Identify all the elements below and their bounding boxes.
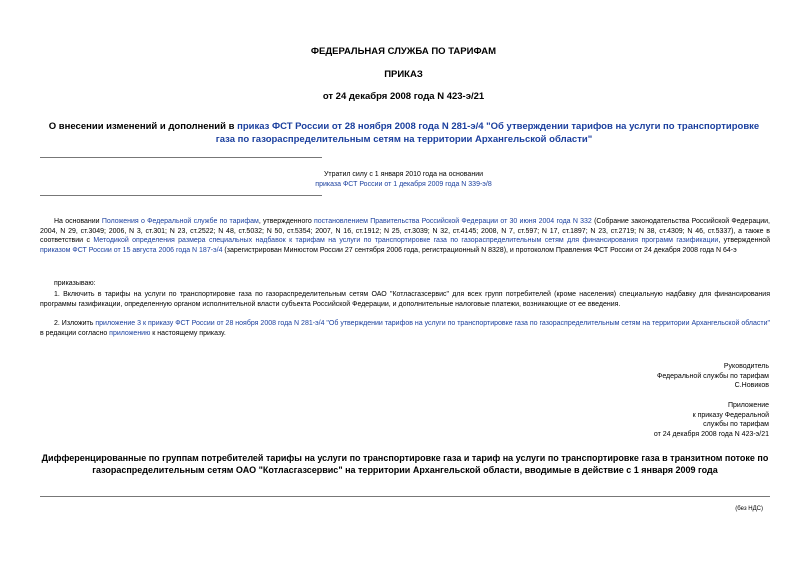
link-regulation-fst[interactable]: Положения о Федеральной службе по тарифам	[101, 218, 259, 225]
preamble-text-4: , утвержденной	[718, 237, 770, 245]
org-name: ФЕДЕРАЛЬНАЯ СЛУЖБА ПО ТАРИФАМ	[310, 46, 497, 57]
order-word: приказываю:	[54, 280, 96, 287]
link-methodology[interactable]: Методикой определения размера специальных надбавок к тарифам на услуги по транспортировке газа по газораспределительным сетям для финансирования программ газификации	[93, 237, 719, 245]
status-link-wrap	[0, 180, 807, 190]
link-government-decree-332[interactable]: постановлением Правительства Российской Федерации от 30 июня 2004 года N 332	[313, 218, 592, 225]
link-order-187[interactable]: приказом ФСТ России от 15 августа 2006 года N 187-э/4	[40, 246, 223, 254]
appendix-block	[654, 401, 769, 439]
doc-date-number: от 24 декабря 2008 года N 423-э/21	[322, 91, 485, 102]
signature-name: С.Новиков	[734, 382, 769, 390]
divider-bottom	[40, 195, 322, 196]
doc-title	[48, 120, 760, 146]
appendix-title: Дифференцированные по группам потребителей тарифы на услуги по транспортировке газа и тариф на услуги по транспортировке газа в транзитном потоке по газораспределительным сетям ОАО "Котласгазсервис" на территории Архангельской области, вводимые в действие с 1 января 2009 года	[41, 453, 769, 475]
appendix-line-2: к приказу Федеральной	[692, 411, 769, 419]
link-appendix[interactable]: приложению	[109, 329, 151, 337]
item-2-text-3: к настоящему приказу.	[150, 329, 226, 337]
appendix-label: Приложение	[727, 402, 769, 409]
doc-title-prefix: О внесении изменений и дополнений в	[48, 121, 238, 132]
preamble-text-2: , утвержденного	[258, 218, 314, 225]
preamble-text-5: (зарегистрирован Минюстом России 27 сентября 2006 года, регистрационный N 8328), и протоколом Правления ФСТ России от 24 декабря 2008 года N 64-э	[222, 246, 737, 254]
preamble-text-1: На основании	[54, 218, 102, 225]
signature-block	[657, 362, 769, 391]
status-line: Утратил силу с 1 января 2010 года на основании	[323, 171, 484, 178]
item-2	[40, 319, 770, 338]
item-1: 1. Включить в тарифы на услуги по транспортировке газа по газораспределительным сетям ОАО "Котласгазсервис" для всех групп потребителей (кроме населения) специальную надбавку для финансирования программы газификации, определенную органом исполнительной власти субъекта Российской Федерации, и дополнительные налоговые платежи, возникающие от ее введения.	[40, 291, 770, 308]
link-appendix-3[interactable]: приложение 3 к приказу ФСТ России от 28 ноября 2008 года N 281-э/4 "Об утверждении тарифов на услуги по транспортировке газа по газораспределительным сетям на территории Архангельской области"	[95, 320, 770, 327]
signature-org: Федеральной службы по тарифам	[657, 372, 769, 380]
doc-type: ПРИКАЗ	[384, 69, 423, 80]
title-link-order-281[interactable]: приказ ФСТ России от 28 ноября 2008 года N 281-э/4 "Об утверждении тарифов на услуги по транспортировке газа по газораспределительным сетям на территории Архангельской области"	[215, 121, 760, 145]
item-2-text-2: в редакции согласно	[40, 329, 110, 337]
appendix-line-3: службы по тарифам	[703, 421, 769, 429]
preamble-text-3: (Собрание законодательства Российской Федерации, 2004, N 29, ст.3049; 2006, N 3, ст.301; N 23, ст.2522; N 48, ст.5032; N 50, ст.5354; 2007, N 16, ст.1912; N 25, ст.3039; N 32, ст.4145; 2008, N 7, ст.597; N 17, ст.1897; N 23, ст.2719; N 38, ст.4309; N 46, ст.5337), а также в соответствии с	[40, 218, 771, 245]
appendix-line-4: от 24 декабря 2008 года N 423-э/21	[653, 430, 769, 438]
divider-table	[40, 496, 770, 497]
status-link-order-339[interactable]: приказа ФСТ России от 1 декабря 2009 года N 339-э/8	[315, 181, 492, 188]
item-2-text-1: 2. Изложить	[54, 320, 96, 327]
vat-note: (без НДС)	[735, 506, 763, 512]
signature-position: Руководитель	[723, 363, 769, 370]
divider-top	[40, 157, 322, 158]
preamble	[40, 217, 770, 255]
